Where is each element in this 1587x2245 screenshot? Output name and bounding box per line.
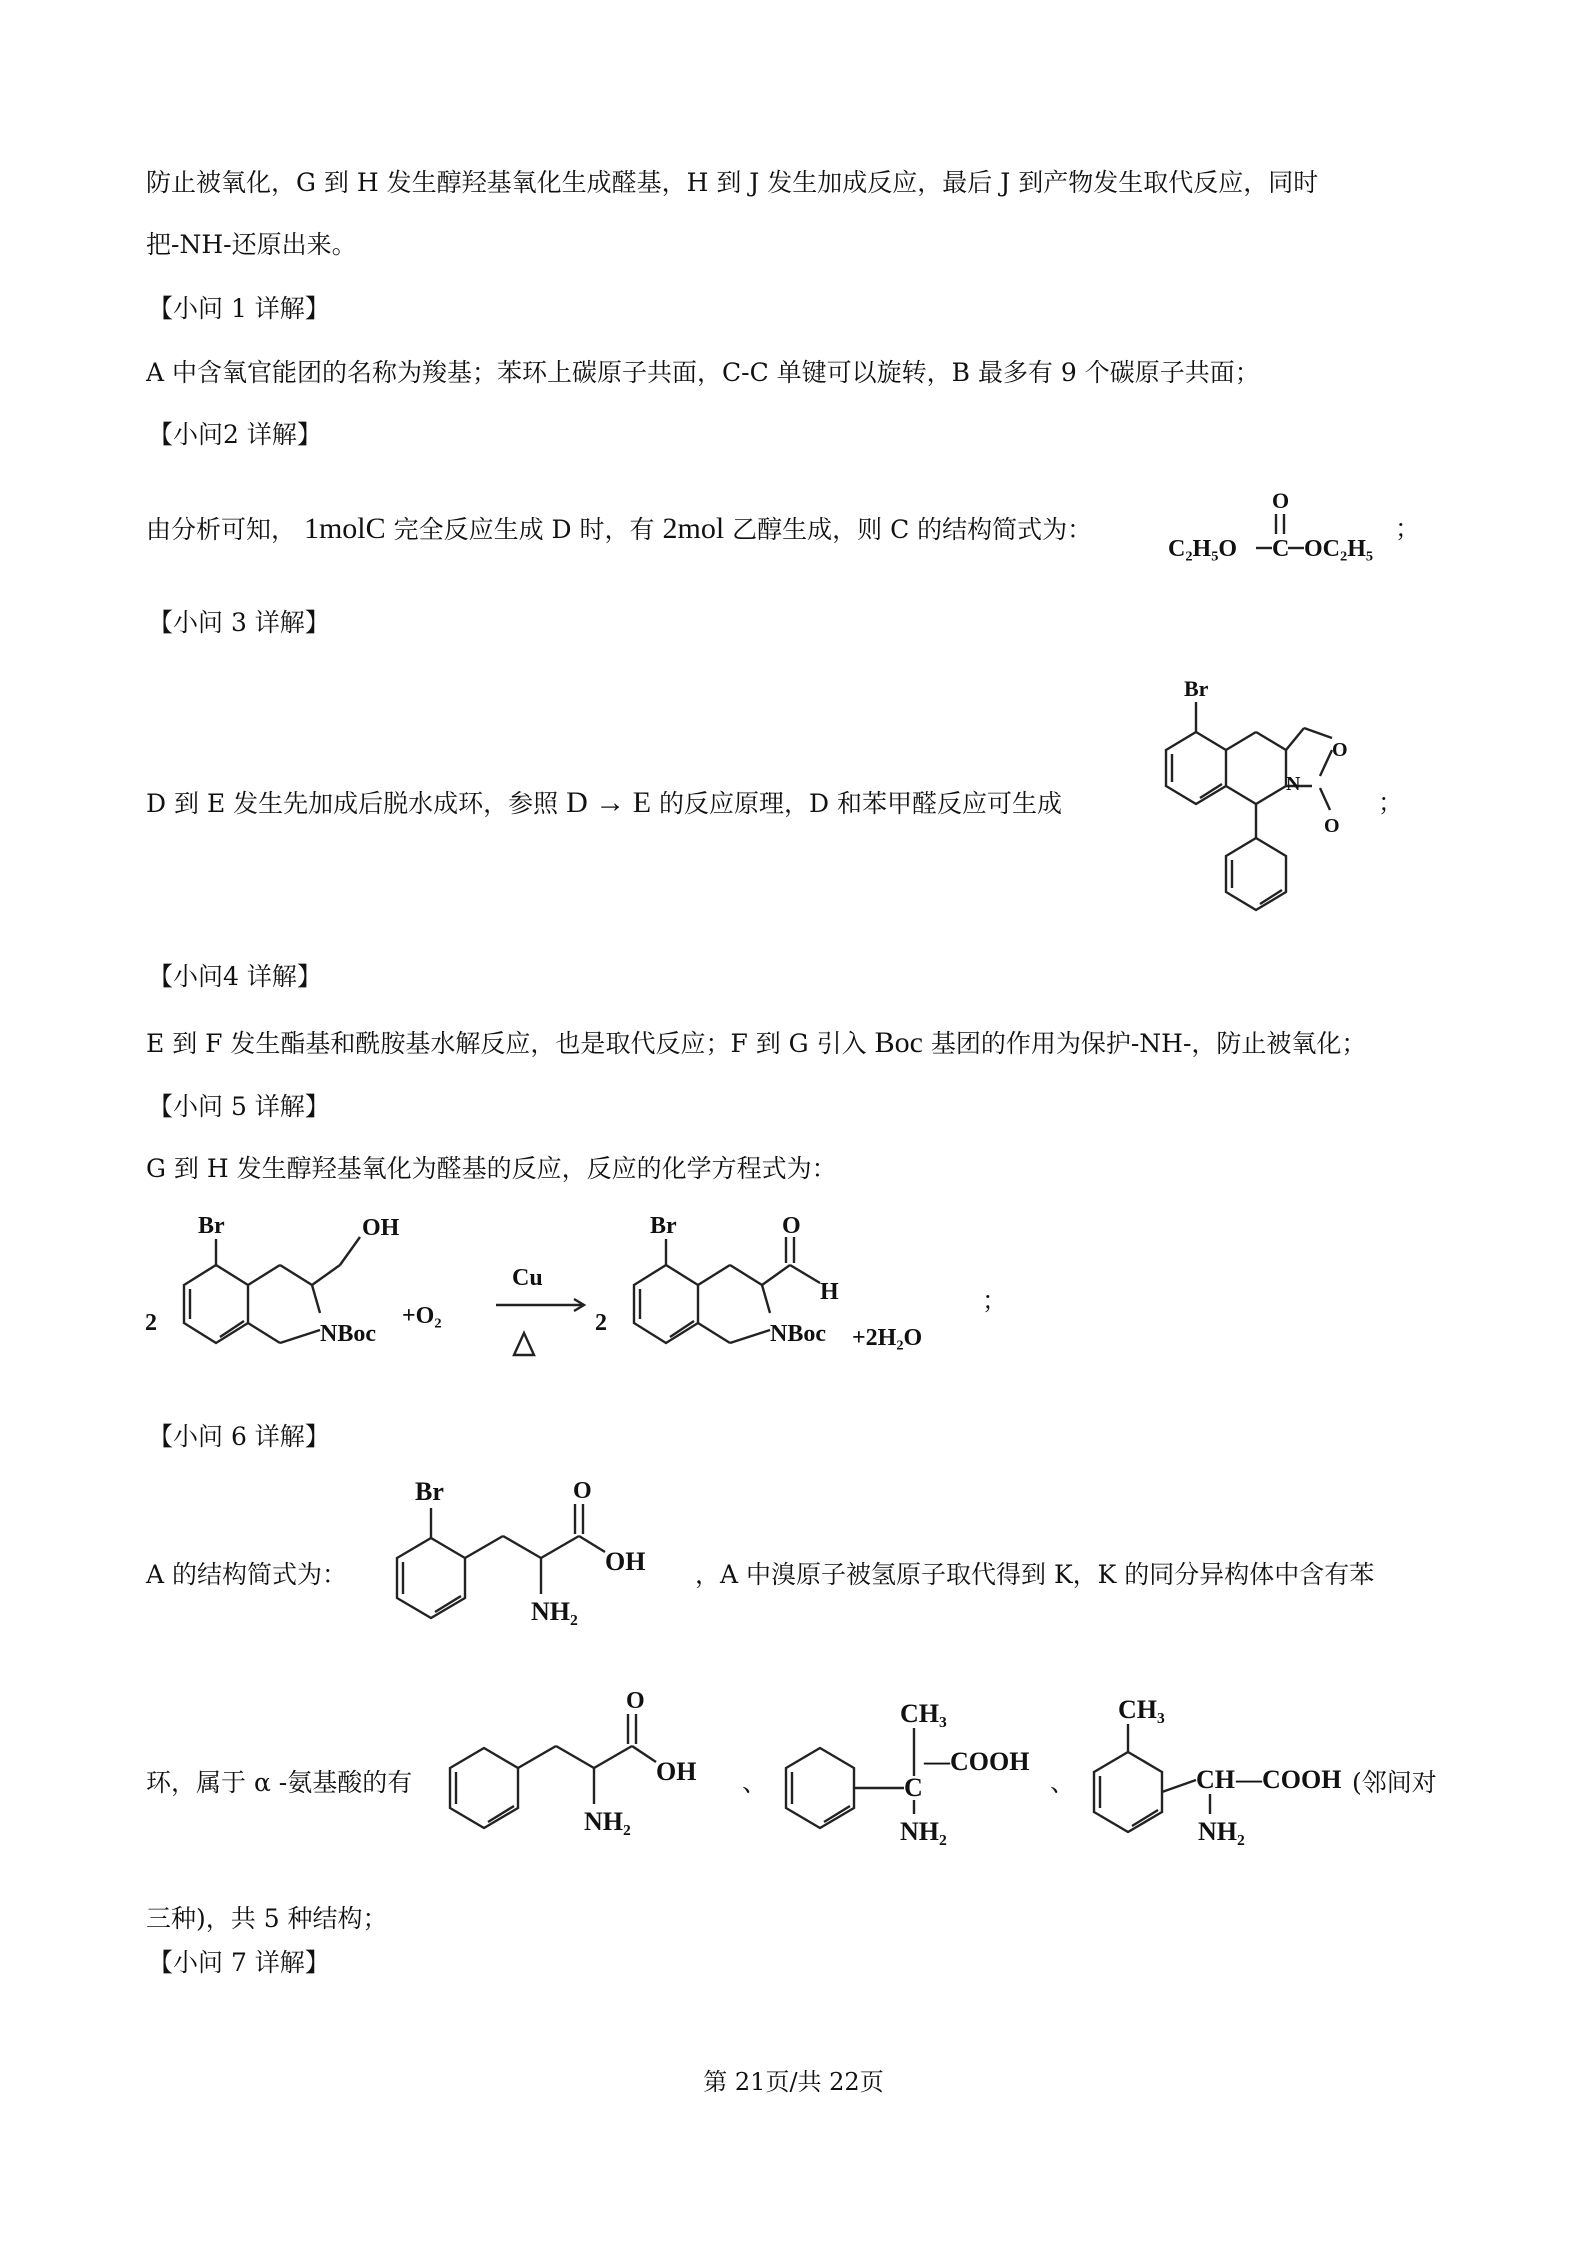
group-label: —COOH [1236,1765,1342,1794]
formula-fragment: C₂H₅O [1168,536,1238,562]
group-label: CH₃ [900,1699,947,1728]
text: 基团的作用为保护-NH-，防止被氧化； [930,1029,1367,1058]
group-label: OH [362,1215,400,1241]
group-label: CH₃ [1118,1695,1165,1724]
group-label: NH₂ [584,1807,631,1836]
formula-fragment: OC₂H₅ [1304,536,1374,562]
svg-text:C: C [1272,536,1290,562]
q6-answer-b: ，A 中溴原子被氢原子取代得到 K，K 的同分异构体中含有苯 [695,1560,1375,1589]
text-line: 把-NH-还原出来。 [146,230,357,259]
atom-label: O [782,1213,801,1239]
atom-label: N [1286,773,1301,795]
product: +2H₂O [852,1325,923,1351]
text: D → E [566,786,652,819]
atom-label: O [573,1478,592,1504]
text: 2mol [662,512,725,545]
coefficient: 2 [595,1310,607,1336]
group-label: NH₂ [1198,1817,1245,1846]
atom-label: O [626,1688,645,1714]
q6-answer-c: 环，属于 α -氨基酸的有 [146,1768,413,1797]
coefficient: 2 [145,1310,157,1336]
catalyst: Cu [512,1265,543,1291]
text: E 到 F 发生酯基和酰胺基水解反应，也是取代反应；F 到 G 引入 [146,1029,867,1058]
group-label: OH [656,1757,697,1786]
text: 的反应原理，D 和苯甲醛反应可生成 [659,789,1063,818]
structure-isomer-2 [776,1690,1056,1850]
section-header-q7: 【小问 7 详解】 [148,1948,330,1977]
q1-answer: A 中含氧官能团的名称为羧基；苯环上碳原子共面，C-C 单键可以旋转，B 最多有 9 个碳原子共面； [146,358,1260,387]
group-label: NBoc [320,1321,376,1347]
text: 由分析可知， [146,515,297,544]
atom-label: O [1272,488,1290,513]
group-label: OH [605,1547,646,1576]
text: 乙醇生成，则 C 的结构简式为： [732,515,1093,544]
section-header-q3: 【小问 3 详解】 [148,608,330,637]
group-label: CH [1196,1765,1235,1794]
text: 1molC [303,512,386,545]
section-header-q4: 【小问4 详解】 [148,962,322,991]
group-label: NH₂ [531,1597,578,1626]
section-header-q5: 【小问 5 详解】 [148,1092,330,1121]
q5-answer: G 到 H 发生醇羟基氧化为醛基的反应，反应的化学方程式为： [146,1154,837,1183]
text: Boc [874,1026,923,1059]
group-label: —COOH [924,1747,1030,1776]
q6-answer-d: (邻间对 [1352,1768,1437,1797]
atom-label: O [1324,815,1340,837]
structure-c [1168,490,1408,570]
separator: 、 [1050,1768,1076,1797]
q4-answer [146,1026,1366,1061]
reaction-equation [140,1205,1020,1385]
structure-a [365,1470,705,1660]
atom-label: O [1332,739,1348,761]
group-label: NBoc [770,1321,826,1347]
text-line: 防止被氧化，G 到 H 发生醇羟基氧化生成醛基，H 到 J 发生加成反应，最后 J 到产物发生取代反应，同时 [146,168,1319,197]
text: D 到 E 发生先加成后脱水成环，参照 [146,789,559,818]
q3-answer [146,786,1062,821]
q2-answer [146,512,1092,547]
separator: 、 [742,1768,768,1797]
text: 完全反应生成 D 时，有 [393,515,655,544]
atom-label: Br [650,1213,677,1239]
atom-label: Br [415,1477,444,1506]
q6-answer-a: A 的结构简式为： [146,1560,348,1589]
section-header-q6: 【小问 6 详解】 [148,1422,330,1451]
section-header-q1: 【小问 1 详解】 [148,294,330,323]
group-label: NH₂ [900,1817,947,1846]
section-header-q2: 【小问2 详解】 [148,420,322,449]
atom-label: C [904,1773,923,1802]
q6-answer-e: 三种)，共 5 种结构； [146,1904,388,1933]
punct: ； [1395,514,1421,543]
punct: ； [982,1286,1008,1315]
reagent: +O₂ [402,1303,442,1329]
atom-label: Br [1184,676,1209,701]
page-footer: 第 21页/共 22页 [703,2068,884,2096]
atom-label: Br [198,1213,225,1239]
structure-isomer-1 [440,1690,740,1850]
structure-product-q3 [1140,670,1380,920]
punct: ； [1378,788,1404,817]
atom-label: H [820,1279,839,1305]
